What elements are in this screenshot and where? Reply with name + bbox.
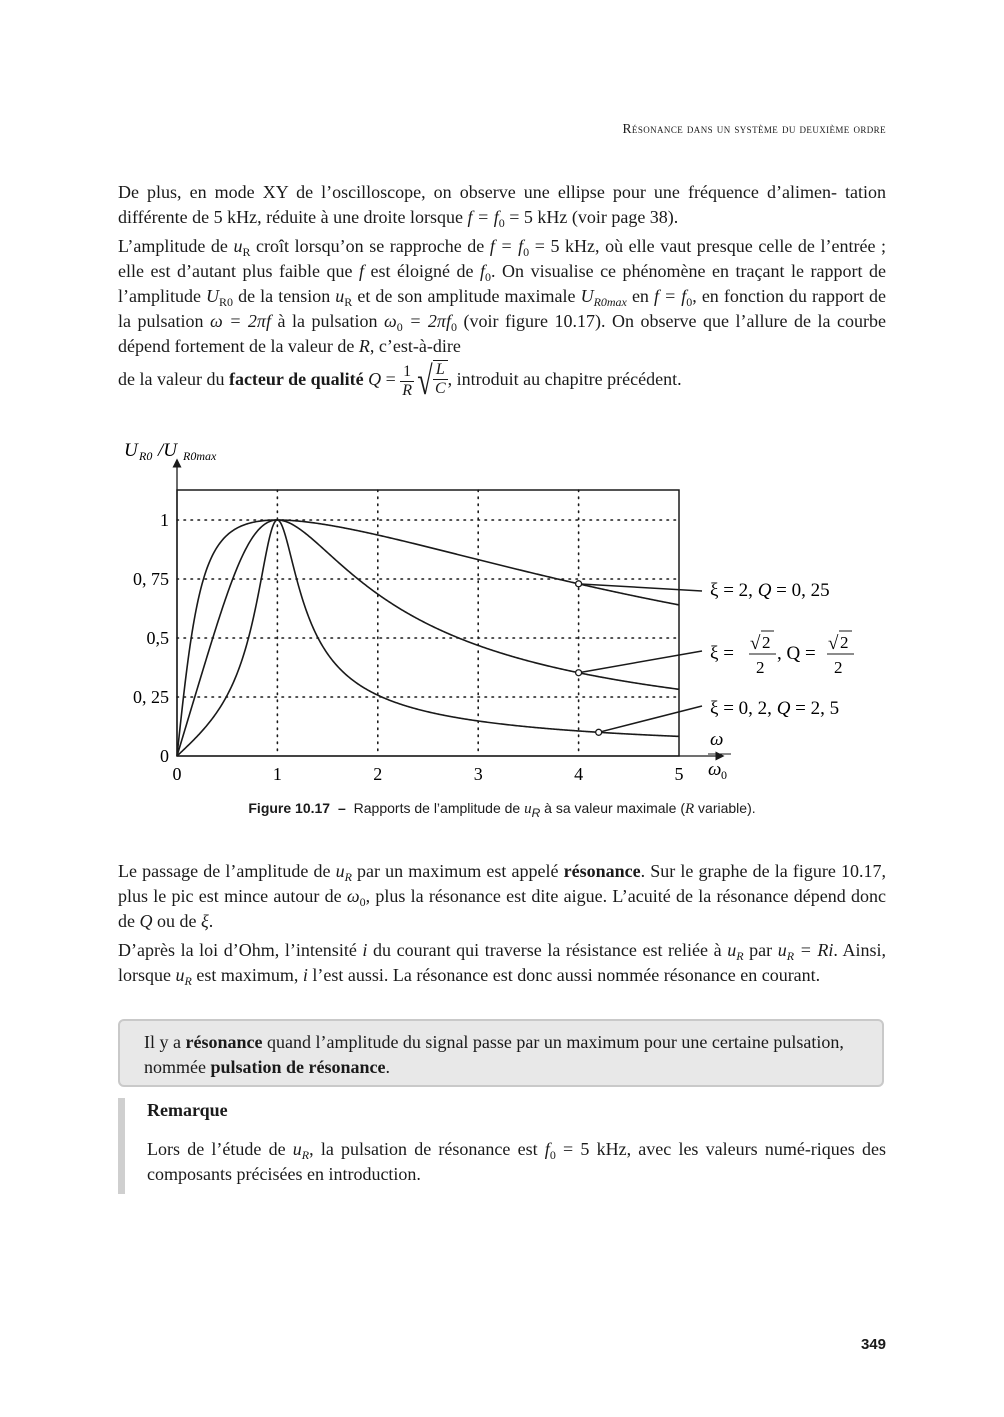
p5-b-var: u [727, 940, 737, 960]
caption-a-sub: R [531, 806, 541, 820]
p2-a-var: u [233, 236, 243, 256]
p2-b-sub: 0 [523, 245, 530, 259]
def-b: quand l’amplitude du signal passe par un maximum pour une certaine pulsation, nommée [144, 1032, 844, 1077]
y-tick-0: 0 [160, 746, 169, 766]
ylabel-slash-u: /U [158, 440, 177, 461]
p1-sub: 0 [498, 216, 505, 230]
def-a: Il y a [144, 1032, 186, 1052]
def-bold-resonance: résonance [185, 1032, 263, 1052]
fraction-1-over-r [400, 363, 414, 400]
remark-block [118, 1098, 886, 1194]
frac-num: 1 [400, 363, 414, 382]
radical-sign: √ [417, 358, 433, 403]
x-tick-4: 4 [574, 764, 584, 784]
p4-b: par un maximum est appelé [351, 861, 564, 881]
p5-c-eq2: = Ri [794, 940, 834, 960]
label-den-1: 2 [756, 658, 765, 677]
remark-title: Remarque [147, 1100, 228, 1120]
paragraph-1 [118, 180, 886, 230]
p2-e: . On visualise ce phénomène en traçant le rapport de l’amplitude [118, 261, 886, 306]
x-tick-2: 2 [373, 764, 383, 784]
p5-a-var: i [362, 940, 368, 960]
p2-a-sub: R [242, 245, 251, 259]
p2-c: = 5 kHz, où elle vaut presque celle de l’entrée ; elle est d’autant plus faible que [118, 236, 887, 281]
running-head [623, 121, 886, 137]
curve-labels [710, 580, 854, 719]
paragraph-4 [118, 859, 886, 934]
p4-c: . Sur le graphe de la figure 10.17, plus le pic est mince autour de [118, 861, 886, 906]
p2-d: est éloigné de [364, 261, 481, 281]
p2-h-eq: f = f [654, 286, 687, 306]
x-tick-0: 0 [172, 764, 182, 784]
marker-point-2 [596, 729, 602, 735]
remark-a: Lors de l’étude de [147, 1139, 293, 1159]
p2-j-sub2: 0 [450, 320, 457, 334]
label-q-eq: , Q = [777, 643, 816, 664]
p2-j: à la pulsation [270, 311, 385, 331]
p4-a: Le passage de l’amplitude de [118, 861, 336, 881]
p5-c-sub: R [786, 949, 795, 963]
p2-g-sub: R0max [593, 295, 627, 309]
caption-a-var: u [524, 801, 532, 817]
x-tick-3: 3 [473, 764, 483, 784]
p2-h: en [626, 286, 654, 306]
p2-i-eq: ω = 2πf [210, 311, 271, 331]
p5-f: l’est aussi. La résonance est donc aussi nommée résonance en courant. [307, 965, 821, 985]
p5-d-var: u [175, 965, 185, 985]
ylabel-sub2: R0max [183, 449, 217, 463]
p2-e-var: U [206, 286, 220, 306]
p2-k-var: R [358, 336, 370, 356]
ylabel-sub1: R0 [139, 449, 153, 463]
marker-point-0 [576, 581, 582, 587]
p2-i: , en fonction du rapport de la pulsation [118, 286, 886, 331]
remark-body [147, 1137, 886, 1187]
p2-j-sub: 0 [396, 320, 403, 334]
remark-b-sub: 0 [549, 1148, 556, 1162]
leader-line-1 [579, 651, 702, 673]
quality-factor-term: facteur de qualité [228, 369, 364, 390]
p2-g: et de son amplitude maximale [352, 286, 581, 306]
running-head-text: Résonance dans un système du deuxième ordre [622, 121, 886, 136]
p5-e-var: i [302, 965, 308, 985]
label-q-25: ξ = 0, 2, Q = 2, 5 [710, 698, 840, 719]
p5-c: par [743, 940, 778, 960]
p2-d-var: f [480, 261, 486, 281]
y-tick-1: 1 [160, 510, 169, 530]
p4-f: . [208, 911, 214, 931]
p2-a: L’amplitude de [118, 236, 234, 256]
sqrt-den: C [435, 380, 446, 397]
paragraph-5 [118, 938, 886, 988]
remark-a-var: u [292, 1139, 302, 1159]
p3-b: , introduit au chapitre précédent. [447, 369, 682, 390]
label-q-sqrt2-over-2 [710, 631, 854, 677]
y-axis-label [124, 440, 217, 463]
frac-den: R [402, 381, 413, 399]
label-den-2: 2 [834, 658, 843, 677]
leader-line-2 [599, 706, 702, 732]
definition-box [118, 1019, 884, 1087]
p5-d: . Ainsi, lorsque [118, 940, 886, 985]
p5-c-eq: u [777, 940, 787, 960]
label-q-025: ξ = 2, Q = 0, 25 [710, 580, 830, 601]
paragraph-2 [118, 234, 886, 359]
caption-b-var: R [684, 801, 695, 817]
p3-q: Q [368, 369, 382, 390]
p2-e-sub: R0 [219, 295, 234, 309]
main-text-bottom [118, 859, 886, 992]
p2-g-var: U [580, 286, 594, 306]
p2-f: de la tension [233, 286, 336, 306]
label-sqrt-arg-2: 2 [840, 633, 849, 652]
caption-a: Rapports de l’amplitude de [353, 800, 525, 816]
xlabel-omega0-sub: 0 [721, 768, 727, 782]
p4-c-var: ω [346, 886, 360, 906]
p4-d: , plus la résonance est dite aigue. L’acuité de la résonance dépend donc de [118, 886, 886, 931]
p1-line1: De plus, en mode XY de l’oscilloscope, on observe une ellipse pour une fréquence d’alimen- [118, 182, 837, 202]
p2-f-var: u [335, 286, 345, 306]
p2-d-sub: 0 [485, 270, 492, 284]
p2-b-eq: f = f [489, 236, 524, 256]
p2-k: (voir figure 10.17). On observe que l’allure de la courbe dépend fortement de la valeur de [118, 311, 886, 356]
radicand [433, 360, 448, 398]
remark-b: , la pulsation de résonance est [309, 1139, 545, 1159]
x-tick-1: 1 [272, 764, 282, 784]
sqrt-l-over-c [414, 358, 448, 403]
resonance-term: résonance [563, 861, 641, 881]
resonance-chart [110, 430, 900, 790]
label-xi-eq: ξ = [710, 643, 734, 664]
p3-a: de la valeur du [118, 369, 229, 390]
figure-10-17 [110, 430, 900, 790]
figure-caption [0, 800, 1004, 818]
page-number: 349 [860, 1336, 886, 1353]
xlabel-omega: ω [710, 729, 724, 750]
label-sqrt-arg-1: 2 [762, 633, 771, 652]
def-c: . [385, 1057, 391, 1077]
p4-e-var: ξ [201, 911, 209, 931]
remark-b-var: f [544, 1139, 550, 1159]
p5-b-sub: R [736, 949, 744, 963]
p4-a-var: u [335, 861, 345, 881]
p5-b: du courant qui traverse la résistance est reliée à [367, 940, 728, 960]
p4-a-sub: R [344, 870, 352, 884]
caption-label: Figure 10.17 [248, 800, 331, 816]
y-tick-0.25: 0, 25 [133, 687, 169, 707]
label-sqrt-1: √ [750, 633, 761, 654]
xlabel-omega0: ω [708, 759, 722, 780]
label-sqrt-2: √ [828, 633, 839, 654]
remark-c: = 5 kHz, avec les valeurs numé-riques des composants précisées en introduction. [147, 1139, 887, 1184]
p3-eq: = [381, 369, 401, 390]
p2-j-eq: ω [384, 311, 397, 331]
p2-l: , c’est-à-dire [369, 336, 461, 356]
x-tick-5: 5 [674, 764, 684, 784]
ylabel-u: U [124, 440, 138, 461]
p1-line2-a: tation différente de 5 kHz, réduite à une droite lorsque [118, 182, 886, 227]
p5-d-sub: R [184, 974, 192, 988]
def-bold-pulsation: pulsation de résonance [210, 1057, 386, 1077]
p2-j-eq2: = 2πf [402, 311, 451, 331]
p1-eq: f = f [467, 207, 499, 227]
p2-b: croît lorsqu’on se rapproche de [250, 236, 490, 256]
marker-point-1 [576, 670, 582, 676]
sqrt-num: L [433, 361, 448, 380]
caption-b: à sa valeur maximale ( [540, 800, 685, 816]
paragraph-3 [118, 358, 886, 403]
p5-e: est maximum, [191, 965, 303, 985]
caption-dash: – [337, 800, 346, 816]
main-text-top [118, 180, 886, 405]
caption-c: variable). [694, 800, 756, 816]
p1-line2-b: = 5 kHz (voir page 38). [504, 207, 679, 227]
p4-e: ou de [152, 911, 201, 931]
p4-d-var: Q [139, 911, 153, 931]
y-tick-0.75: 0, 75 [133, 569, 169, 589]
remark-a-sub: R [301, 1148, 310, 1162]
p4-c-sub: 0 [359, 895, 366, 909]
y-tick-0.5: 0,5 [146, 628, 169, 648]
p5-a: D’après la loi d’Ohm, l’intensité [118, 940, 363, 960]
p2-f-sub: R [344, 295, 353, 309]
p2-h-sub: 0 [686, 295, 693, 309]
p2-c-var: f [359, 261, 365, 281]
